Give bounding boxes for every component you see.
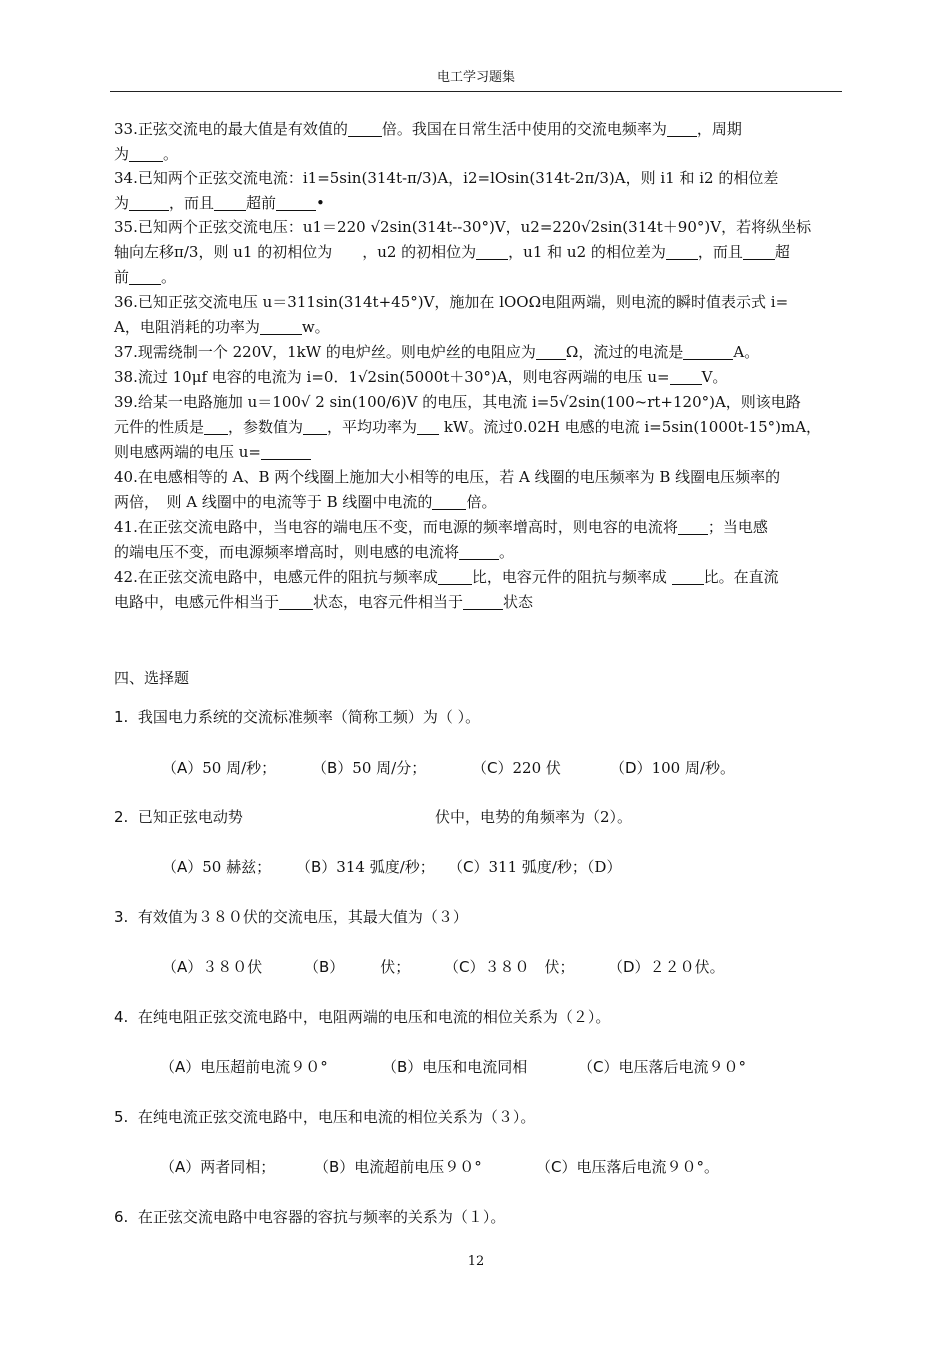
option-label: （B） — [314, 1158, 355, 1176]
q34-text-a: 34.已知两个正弦交流电流：i1=5sin(314t-π/3)A，i2=lOsin(314t-2π/3)A，则 i1 和 i2 的相位差 — [114, 169, 779, 187]
option-label: （A） — [162, 759, 203, 777]
option-label: （C） — [578, 1058, 619, 1076]
option-c[interactable] — [444, 956, 608, 977]
choice-5-options — [160, 1156, 719, 1177]
q33-text-c: ，周期 — [696, 120, 742, 138]
option-a[interactable] — [162, 956, 304, 977]
option-label: （C） — [448, 858, 489, 876]
option-label: （A） — [162, 958, 203, 976]
option-label: （B） — [382, 1058, 423, 1076]
choice-question-6 — [114, 1206, 505, 1227]
q35-text-a: 35.已知两个正弦交流电压：u1＝220 √2sin(314t--30°)V，u2=220√2sin(314t＋90°)V，若将纵坐标 — [114, 218, 812, 236]
option-label: （A） — [160, 1058, 201, 1076]
question-41 — [114, 515, 842, 565]
q40-text-c: 倍。 — [466, 493, 497, 511]
q35-text-b: 轴向左移π/3，则 u1 的初相位为 ，u2 的初相位为 — [114, 243, 477, 261]
q42-text-a: 42.在正弦交流电路中，电感元件的阻抗与频率成 — [114, 568, 438, 586]
choice-2-options — [162, 856, 621, 877]
q40-text-a: 40.在电感相等的 A、B 两个线圈上施加大小相等的电压，若 A 线圈的电压频率为 B 线圈电压频率的 — [114, 468, 781, 486]
q34-text-d: 超前 — [246, 194, 277, 212]
answer-blank — [204, 419, 228, 435]
q37-text-c: A。 — [733, 343, 760, 361]
q34-text-b: 为 — [114, 194, 130, 212]
choice-question-3 — [114, 906, 468, 927]
answer-blank — [260, 319, 302, 335]
question-39 — [114, 390, 842, 465]
question-number: 1. — [114, 708, 129, 726]
option-label: （D） — [608, 958, 650, 976]
q41-text-d: 。 — [499, 543, 515, 561]
answer-blank — [303, 419, 327, 435]
answer-blank — [279, 594, 313, 610]
question-42 — [114, 565, 842, 615]
question-34 — [114, 166, 842, 216]
option-d[interactable] — [610, 757, 735, 778]
question-36 — [114, 290, 842, 340]
q39-text-f: 则电感两端的电压 u= — [114, 443, 261, 461]
q39-text-c: ，参数值为 — [228, 418, 304, 436]
answer-blank — [129, 195, 169, 211]
q36-text-a: 36.已知正弦交流电压 u＝311sin(314t+45°)V，施加在 lOOΩ电阻两端，则电流的瞬时值表示式 i= — [114, 293, 789, 311]
option-b[interactable] — [304, 956, 444, 977]
answer-blank — [432, 494, 466, 510]
question-35 — [114, 215, 842, 290]
answer-blank — [678, 519, 708, 535]
option-text: 50 周/秒； — [202, 759, 277, 777]
choice-question-4 — [114, 1006, 610, 1027]
option-label: （C） — [444, 958, 485, 976]
question-text: 已知正弦电动势 — [137, 808, 243, 826]
q38-text-a: 38.流过 10μf 电容的电流为 i=0．1√2sin(5000t＋30°)A，则电容两端的电压 u= — [114, 368, 670, 386]
option-text: ３８０伏 — [202, 958, 263, 976]
q39-text-d: ，平均功率为 — [327, 418, 418, 436]
choice-1-options — [162, 757, 735, 778]
answer-blank — [276, 195, 316, 211]
question-number: 6. — [114, 1208, 129, 1226]
option-a[interactable] — [162, 856, 296, 877]
q42-text-b: 比，电容元件的阻抗与频率成 — [471, 568, 672, 586]
answer-blank — [129, 146, 163, 162]
answer-blank — [683, 344, 733, 360]
answer-blank — [438, 569, 472, 585]
option-a[interactable] — [162, 757, 312, 778]
question-text: 有效值为３８０伏的交流电压，其最大值为（３） — [137, 908, 468, 926]
answer-blank — [129, 269, 161, 285]
q41-text-c: 的端电压不变，而电源频率增高时，则电感的电流将 — [114, 543, 460, 561]
question-number: 2. — [114, 808, 129, 826]
q36-text-b: A，电阻消耗的功率为 — [114, 318, 260, 336]
answer-blank — [743, 244, 775, 260]
q40-text-b: 两倍， 则 A 线圈中的电流等于 B 线圈中电流的 — [114, 493, 433, 511]
option-text: 伏； — [380, 958, 411, 976]
q35-text-f: 前 — [114, 268, 130, 286]
option-text: 电压和电流同相 — [422, 1058, 528, 1076]
q37-text-b: Ω，流过的电流是 — [565, 343, 684, 361]
answer-blank — [666, 244, 698, 260]
q33-text-b: 倍。我国在日常生活中使用的交流电频率为 — [381, 120, 667, 138]
option-text: 电流超前电压９０° — [354, 1158, 482, 1176]
question-number: 3. — [114, 908, 129, 926]
option-b[interactable] — [314, 1156, 536, 1177]
q39-text-e: kW。流过0.02H 电感的电流 i=5sin(1000t-15°)mA， — [443, 418, 822, 436]
option-label: （B） — [296, 858, 337, 876]
option-label: （C） — [536, 1158, 577, 1176]
q42-text-f: 状态 — [503, 593, 534, 611]
answer-blank — [670, 369, 702, 385]
answer-blank — [536, 344, 566, 360]
section-title: 四、选择题 — [114, 669, 190, 687]
option-b[interactable] — [296, 856, 448, 877]
option-a[interactable] — [160, 1156, 314, 1177]
answer-blank — [417, 419, 439, 435]
answer-blank — [667, 121, 697, 137]
q39-text-b: 元件的性质是 — [114, 418, 205, 436]
answer-blank — [348, 121, 382, 137]
question-text: 在正弦交流电路中电容器的容抗与频率的关系为（１）。 — [137, 1208, 506, 1226]
question-38 — [114, 365, 842, 390]
option-text: 电压落后电流９０° — [618, 1058, 746, 1076]
option-c[interactable] — [472, 757, 610, 778]
q36-text-c: w。 — [301, 318, 330, 336]
choice-question-5 — [114, 1106, 535, 1127]
q35-text-c: ，u1 和 u2 的相位差为 — [508, 243, 666, 261]
q34-text-c: ，而且 — [169, 194, 215, 212]
option-label: （B） — [304, 958, 345, 976]
option-text: 电压超前电流９０° — [200, 1058, 328, 1076]
question-text: 在纯电流正弦交流电路中，电压和电流的相位关系为（３）。 — [137, 1108, 536, 1126]
question-40 — [114, 465, 842, 515]
option-text: ２２０伏。 — [649, 958, 725, 976]
option-label: （A） — [160, 1158, 201, 1176]
option-label: （A） — [162, 858, 203, 876]
choice-question-2 — [114, 806, 243, 827]
q35-text-g: 。 — [161, 268, 177, 286]
option-label: （D） — [610, 759, 652, 777]
q38-text-b: V。 — [701, 368, 728, 386]
question-number: 4. — [114, 1008, 129, 1026]
q33-text-e: 。 — [163, 145, 179, 163]
question-33 — [114, 117, 842, 167]
option-text: ３８０ 伏； — [484, 958, 575, 976]
answer-blank — [463, 594, 503, 610]
option-text: 两者同相； — [200, 1158, 276, 1176]
choice-question-1 — [114, 706, 480, 727]
option-c[interactable] — [578, 1056, 746, 1077]
option-label: （B） — [312, 759, 353, 777]
choice-3-options — [162, 956, 725, 977]
q42-text-d: 电路中，电感元件相当于 — [114, 593, 280, 611]
q41-text-a: 41.在正弦交流电路中，当电容的端电压不变，而电源的频率增高时，则电容的电流将 — [114, 518, 678, 536]
option-text: 50 周/分； — [352, 759, 427, 777]
answer-blank — [261, 444, 311, 460]
header-title: 电工学习题集 — [436, 70, 515, 85]
question-text: 我国电力系统的交流标准频率（简称工频）为（ ）。 — [137, 708, 481, 726]
q37-text-a: 37.现需绕制一个 220V，1kW 的电炉丝。则电炉丝的电阻应为 — [114, 343, 536, 361]
answer-blank — [476, 244, 508, 260]
q39-text-a: 39.给某一电路施加 u＝100√ 2 sin(100/6)V 的电压，其电流 i=5√2sin(100~rt+120°)A，则该电路 — [114, 393, 801, 411]
question-37 — [114, 340, 842, 365]
q41-text-b: ；当电感 — [707, 518, 768, 536]
answer-blank — [214, 195, 246, 211]
page-header — [110, 66, 842, 92]
q35-text-e: 超 — [774, 243, 790, 261]
option-text: 311 弧度/秒；（D） — [488, 858, 622, 876]
q33-text-d: 为 — [114, 145, 130, 163]
answer-blank — [459, 544, 499, 560]
q35-text-d: ，而且 — [697, 243, 743, 261]
page-number: 12 — [467, 1254, 485, 1269]
q34-text-e: • — [316, 194, 325, 212]
option-a[interactable] — [160, 1056, 382, 1077]
option-c[interactable] — [536, 1156, 719, 1177]
answer-blank — [672, 569, 704, 585]
option-c[interactable] — [448, 856, 621, 877]
option-text: 电压落后电流９０°。 — [576, 1158, 719, 1176]
option-d[interactable] — [608, 956, 725, 977]
question-number: 5. — [114, 1108, 129, 1126]
option-text: 314 弧度/秒； — [336, 858, 435, 876]
option-b[interactable] — [382, 1056, 578, 1077]
option-b[interactable] — [312, 757, 472, 778]
option-text: 50 赫兹； — [202, 858, 272, 876]
q33-text-a: 33.正弦交流电的最大值是有效值的 — [114, 120, 348, 138]
choice-question-2-continued — [435, 806, 632, 827]
option-text: 220 伏 — [512, 759, 561, 777]
option-text: 100 周/秒。 — [651, 759, 736, 777]
q42-text-e: 状态，电容元件相当于 — [313, 593, 464, 611]
question-text: 伏中，电势的角频率为（2）。 — [435, 808, 633, 826]
q42-text-c: 比。在直流 — [703, 568, 779, 586]
question-text: 在纯电阻正弦交流电路中，电阻两端的电压和电流的相位关系为（２）。 — [137, 1008, 611, 1026]
choice-4-options — [160, 1056, 746, 1077]
option-label: （C） — [472, 759, 513, 777]
